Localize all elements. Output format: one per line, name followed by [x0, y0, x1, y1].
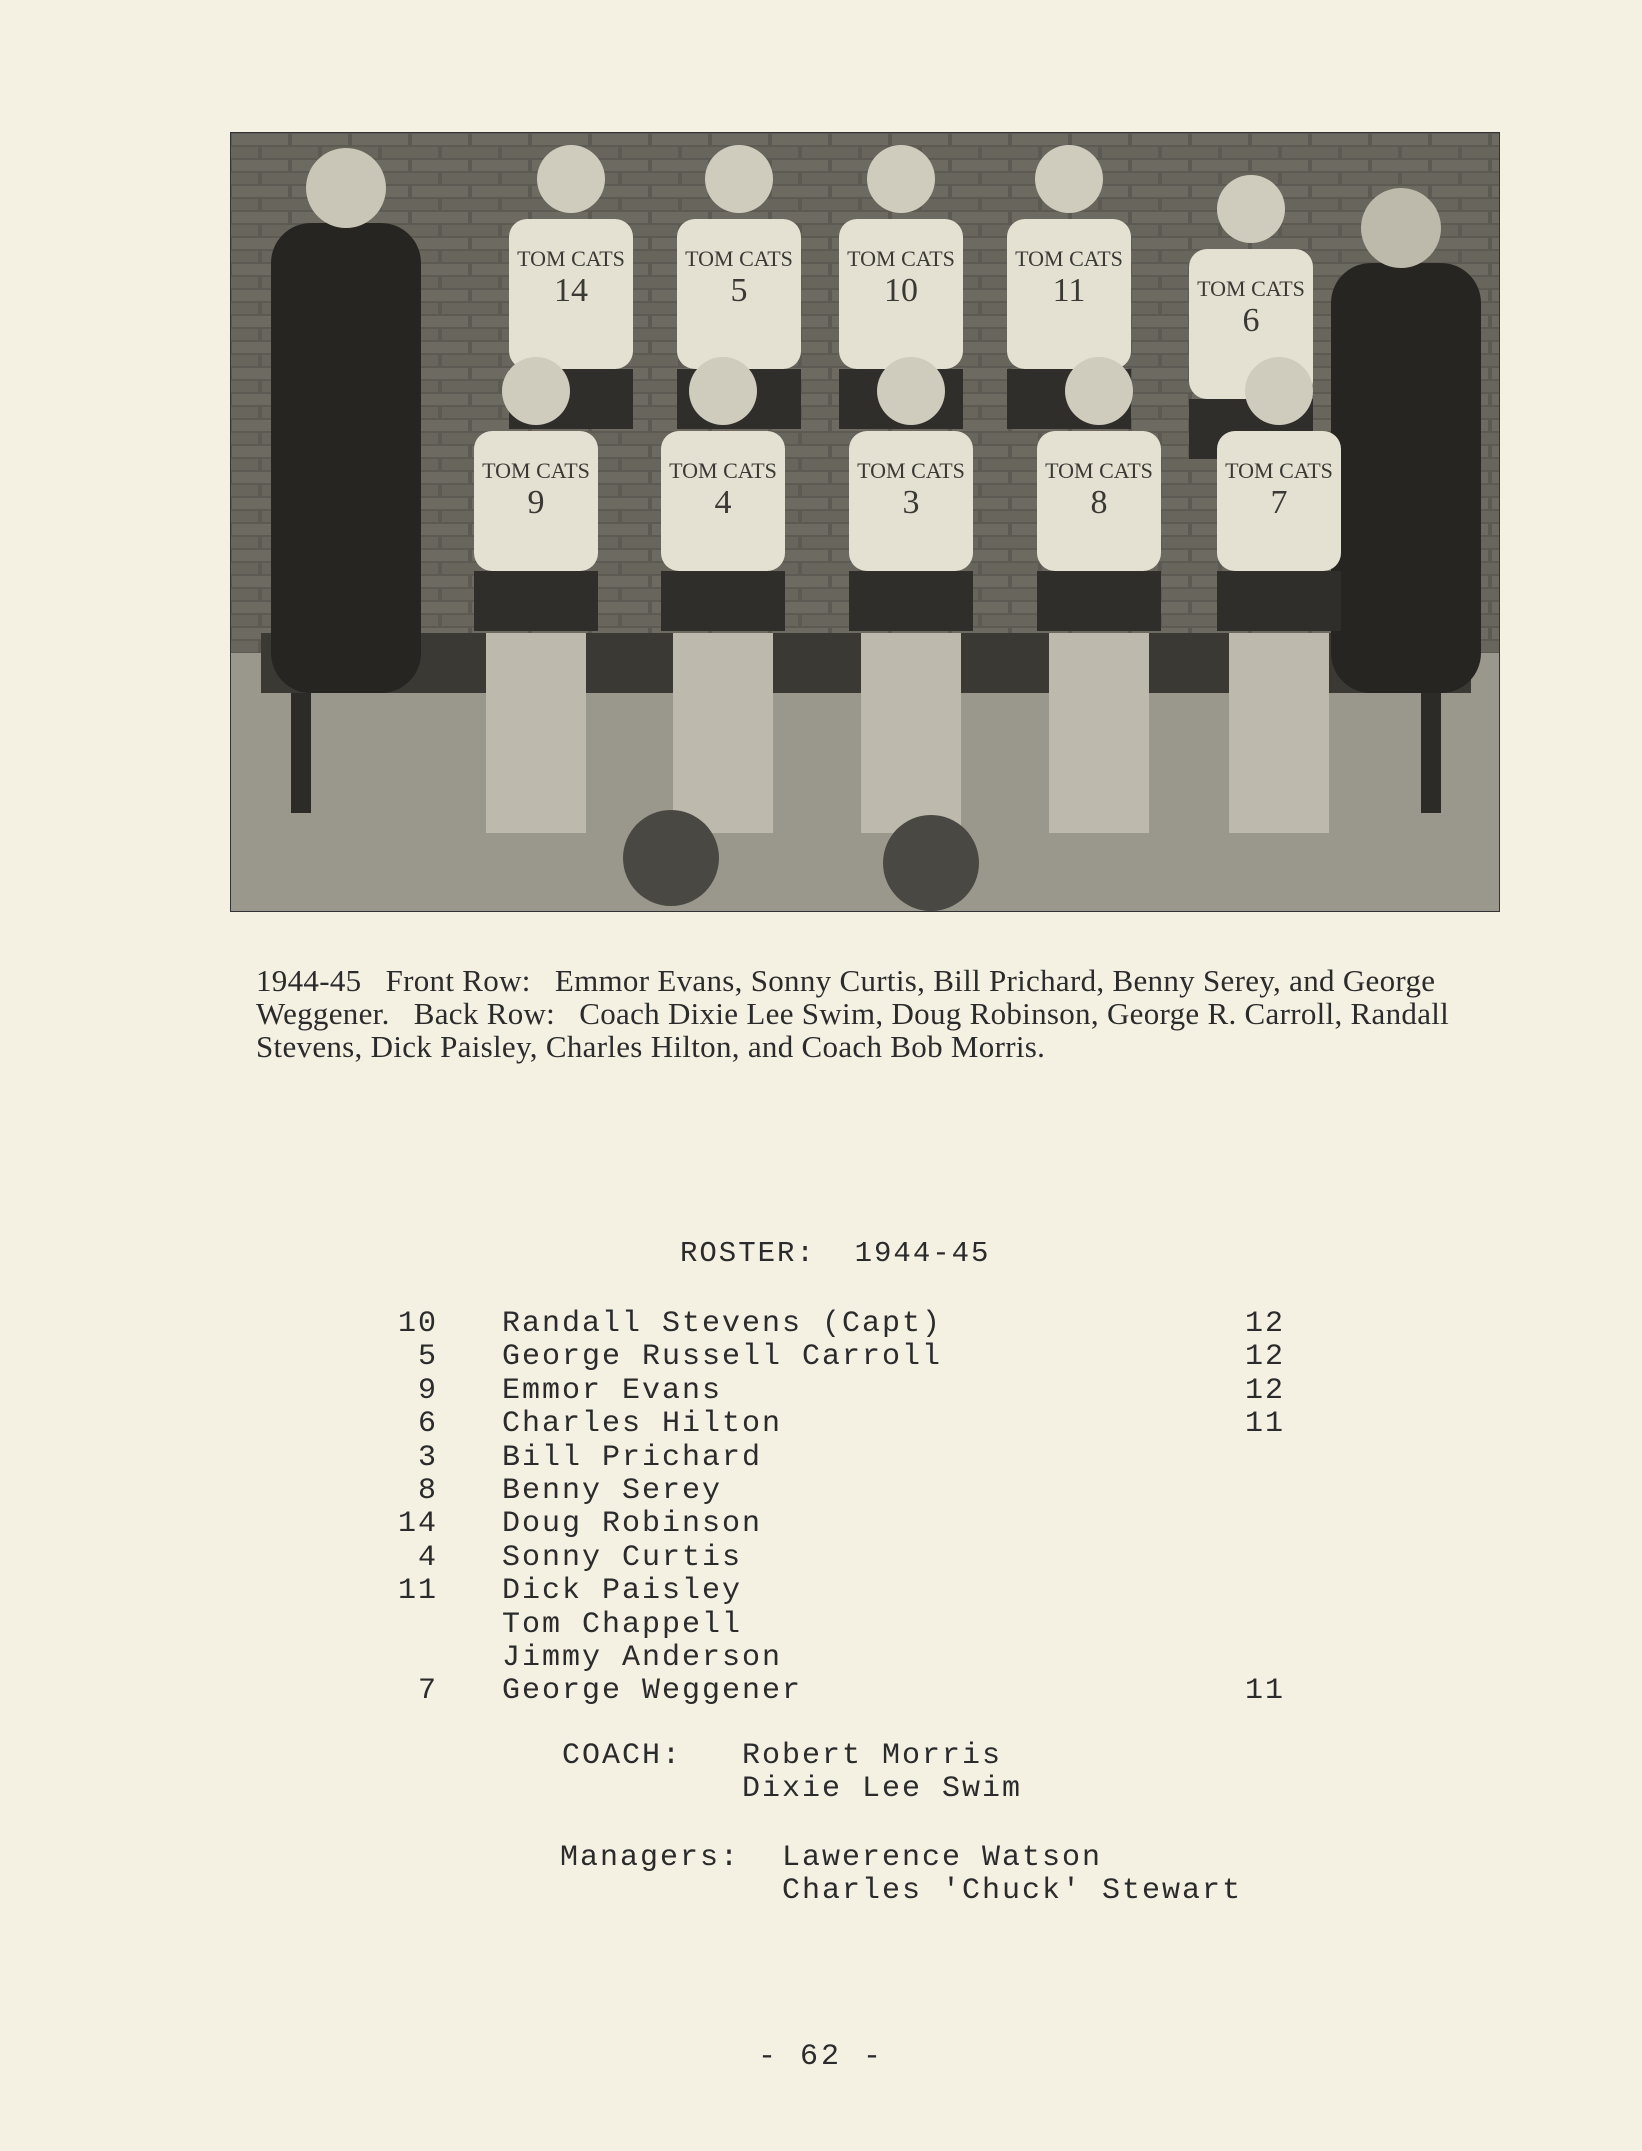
player-number: 11 — [397, 1574, 438, 1609]
roster-row — [390, 1542, 1290, 1575]
page-number: - 62 - — [757, 2040, 885, 2074]
coach-name-1: Robert Morris — [742, 1739, 1003, 1773]
player-name: Benny Serey — [502, 1473, 723, 1508]
jersey-number: 8 — [1090, 484, 1108, 521]
jersey-number: 4 — [714, 484, 732, 521]
jersey-text: TOM CATS — [847, 246, 955, 271]
player-legs — [1229, 633, 1329, 833]
player-name: Jimmy Anderson — [502, 1640, 783, 1675]
player-grade: 11 — [1245, 1674, 1286, 1709]
roster-row — [390, 1508, 1290, 1541]
managers-label: Managers: — [560, 1841, 741, 1875]
roster-row — [390, 1675, 1290, 1708]
player-number: 3 — [417, 1440, 438, 1475]
player-number: 10 — [397, 1307, 438, 1341]
jersey-text: TOM CATS — [685, 246, 793, 271]
roster-row — [390, 1642, 1290, 1675]
basketball — [623, 810, 719, 906]
roster-row — [390, 1408, 1290, 1441]
player-grade: 12 — [1245, 1373, 1286, 1408]
player-name: Charles Hilton — [502, 1407, 783, 1442]
jersey-number: 7 — [1270, 484, 1288, 521]
jersey-number: 14 — [554, 272, 588, 309]
jersey-text: TOM CATS — [1225, 458, 1333, 483]
jersey-number: 3 — [902, 484, 920, 521]
player-name: George Weggener — [502, 1674, 803, 1709]
jersey-text: TOM CATS — [482, 458, 590, 483]
jersey-number: 5 — [730, 272, 748, 309]
roster-row — [390, 1475, 1290, 1508]
player-name: Dick Paisley — [502, 1574, 743, 1609]
player-name: Bill Prichard — [502, 1440, 763, 1475]
player-grade: 12 — [1245, 1340, 1286, 1375]
player-number: 7 — [417, 1674, 438, 1709]
coach-name-2: Dixie Lee Swim — [742, 1772, 1023, 1807]
team-photo — [230, 132, 1500, 912]
player-number: 14 — [397, 1507, 438, 1542]
roster-row — [390, 1575, 1290, 1608]
manager-name-1: Lawerence Watson — [782, 1841, 1103, 1875]
photo-caption: 1944-45 Front Row: Emmor Evans, Sonny Curtis, Bill Prichard, Benny Serey, and George Weggener. Back Row: Coach Dixie Lee Swim, Doug Robinson, George R. Carroll, Randall Stevens, Dick Paisley, Charles Hilton, and Coach Bob Morris. — [256, 963, 1458, 1064]
roster-title: ROSTER: 1944-45 — [680, 1237, 991, 1270]
players-layer — [231, 133, 1499, 911]
roster-row — [390, 1442, 1290, 1475]
jersey-number: 9 — [527, 484, 545, 521]
player-legs — [486, 633, 586, 833]
roster-row — [390, 1308, 1290, 1341]
roster-row — [390, 1341, 1290, 1374]
basketball — [883, 815, 979, 911]
roster-row — [390, 1375, 1290, 1408]
player-legs — [673, 633, 773, 833]
player-number: 4 — [417, 1540, 438, 1575]
player-grade: 11 — [1245, 1407, 1286, 1442]
player-grade: 12 — [1245, 1307, 1286, 1341]
player-name: Tom Chappell — [502, 1607, 743, 1642]
player-number: 8 — [417, 1473, 438, 1508]
roster-row — [390, 1609, 1290, 1642]
player-name: Doug Robinson — [502, 1507, 763, 1542]
managers-block — [560, 1841, 1243, 1976]
player-name: Emmor Evans — [502, 1373, 723, 1408]
jersey-text: TOM CATS — [517, 246, 625, 271]
coach-label: COACH: — [562, 1739, 683, 1773]
player-number: 5 — [417, 1340, 438, 1375]
jersey-number: 6 — [1242, 302, 1260, 339]
jersey-text: TOM CATS — [857, 458, 965, 483]
roster-table — [390, 1308, 1290, 1709]
player-name: Sonny Curtis — [502, 1540, 743, 1575]
player-number: 6 — [417, 1407, 438, 1442]
manager-name-2: Charles 'Chuck' Stewart — [782, 1874, 1243, 1909]
jersey-text: TOM CATS — [1045, 458, 1153, 483]
jersey-number: 11 — [1052, 272, 1086, 309]
player-name: Randall Stevens (Capt) — [502, 1307, 943, 1341]
jersey-number: 10 — [884, 272, 918, 309]
player-name: George Russell Carroll — [502, 1340, 943, 1375]
jersey-text: TOM CATS — [669, 458, 777, 483]
jersey-text: TOM CATS — [1015, 246, 1123, 271]
player-number: 9 — [417, 1373, 438, 1408]
jersey-text: TOM CATS — [1197, 276, 1305, 301]
player-legs — [861, 633, 961, 833]
player-legs — [1049, 633, 1149, 833]
